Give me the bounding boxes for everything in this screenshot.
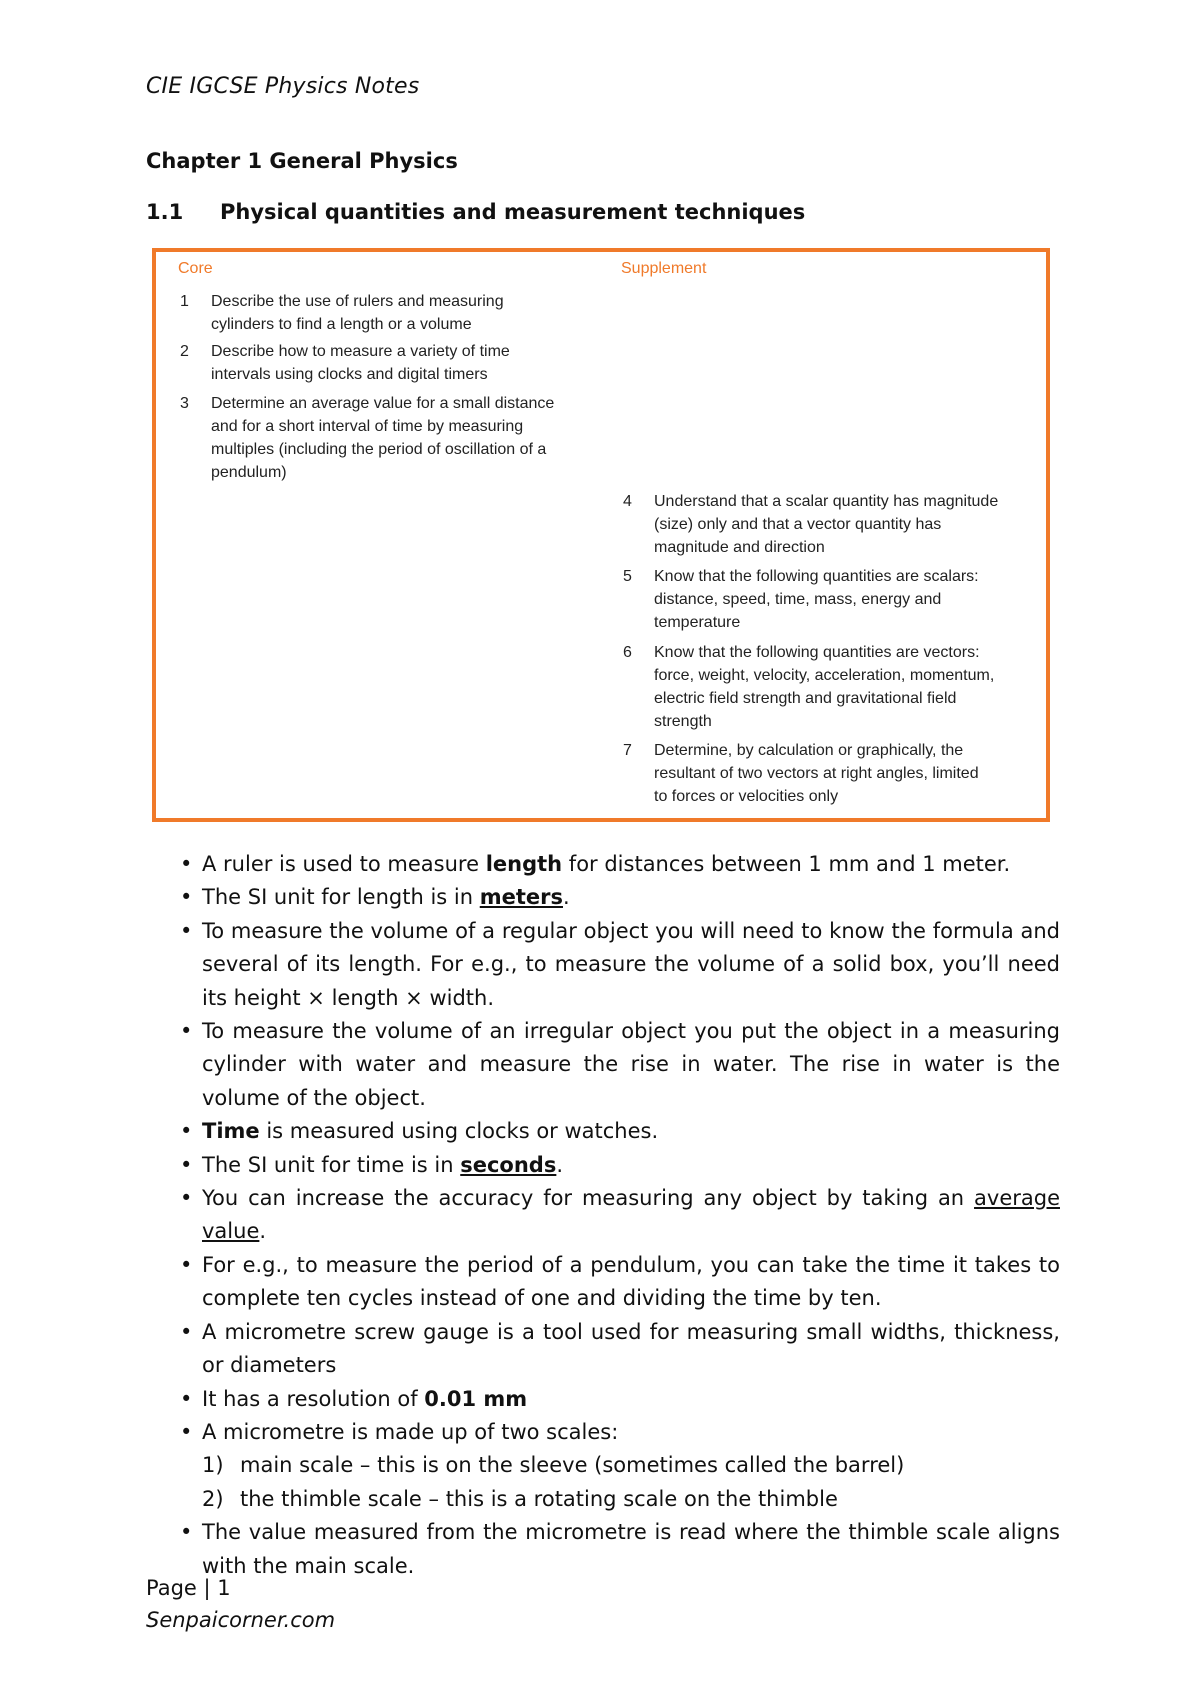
item-line: (size) only and that a vector quantity has (654, 516, 942, 533)
bullet-icon: • (180, 1319, 193, 1344)
section-number: 1.1 (146, 200, 184, 224)
chapter-title: Chapter 1 General Physics (146, 149, 458, 173)
text: For e.g., to measure the period of a pendulum, you can take the time it takes to complete ten cycles instead of one and dividing the time by ten. (202, 1252, 1060, 1311)
text: . (259, 1219, 267, 1244)
item-line: Know that the following quantities are scalars: (654, 568, 979, 585)
list-item (180, 1182, 1060, 1249)
notes-list (180, 848, 1060, 1583)
item-line: Determine an average value for a small distance (211, 395, 555, 412)
sub-list-item (180, 1449, 1060, 1482)
item-line: Know that the following quantities are vectors: (654, 644, 980, 661)
text: To measure the volume of an irregular object you put the object in a measuring cylinder with water and measure the rise in water. The rise in water is the volume of the object. (202, 1019, 1060, 1110)
item-line: Describe how to measure a variety of time (211, 343, 510, 360)
item-line: electric field strength and gravitational field (654, 690, 957, 707)
text: A micrometre is made up of two scales: (202, 1419, 619, 1444)
text: . (556, 1152, 564, 1177)
item-line: Determine, by calculation or graphically, the (654, 742, 964, 759)
item-line: Describe the use of rulers and measuring (211, 293, 504, 310)
bullet-icon: • (180, 1520, 193, 1545)
item-line: intervals using clocks and digital timers (211, 366, 488, 383)
list-item (180, 1149, 1060, 1182)
text: The SI unit for time is in (202, 1152, 461, 1177)
item-number: 7 (623, 742, 632, 759)
bold-term: Time (202, 1119, 260, 1144)
list-item (180, 915, 1060, 1015)
item-number: 6 (623, 644, 632, 661)
item-line: pendulum) (211, 464, 287, 481)
bullet-icon: • (180, 918, 193, 943)
item-number: 4 (623, 493, 632, 510)
underlined-term: average value (202, 1186, 1060, 1244)
text: A micrometre screw gauge is a tool used for measuring small widths, thickness, or diameters (202, 1319, 1060, 1378)
bullet-icon: • (180, 1119, 193, 1144)
bullet-icon: • (180, 1252, 193, 1277)
text: is measured using clocks or watches. (259, 1119, 659, 1144)
item-line: to forces or velocities only (654, 788, 839, 805)
bold-term: seconds (460, 1152, 557, 1177)
text: main scale – this is on the sleeve (sometimes called the barrel) (240, 1453, 905, 1478)
supplement-heading: Supplement (621, 260, 707, 277)
item-line: temperature (654, 614, 741, 631)
sub-item-number: 2) (202, 1486, 224, 1511)
document-header-title: CIE IGCSE Physics Notes (146, 74, 420, 99)
text: You can increase the accuracy for measuring any object by taking an (202, 1186, 975, 1211)
item-line: distance, speed, time, mass, energy and (654, 591, 942, 608)
syllabus-box (152, 248, 1050, 822)
item-line: resultant of two vectors at right angles, limited (654, 765, 979, 782)
text: the thimble scale – this is a rotating scale on the thimble (240, 1486, 838, 1511)
text: The value measured from the micrometre is read where the thimble scale aligns with the main scale. (202, 1520, 1060, 1578)
item-line: strength (654, 713, 712, 730)
item-number: 3 (180, 395, 189, 412)
item-line: cylinders to find a length or a volume (211, 316, 472, 333)
list-item (180, 1416, 1060, 1449)
list-item (180, 848, 1060, 881)
sub-item-number: 1) (202, 1453, 224, 1478)
bullet-icon: • (180, 852, 193, 876)
text: It has a resolution of (202, 1386, 425, 1411)
section-heading (146, 200, 805, 224)
item-number: 1 (180, 293, 189, 310)
list-item (180, 1249, 1060, 1316)
text: A ruler is used to measure (202, 852, 486, 876)
site-name: Senpaicorner.com (146, 1608, 336, 1632)
bullet-icon: • (180, 1019, 193, 1044)
item-number: 5 (623, 568, 632, 585)
bullet-icon: • (180, 1419, 193, 1444)
item-number: 2 (180, 343, 189, 360)
sub-list-item (180, 1483, 1060, 1516)
bullet-icon: • (180, 885, 193, 910)
text: The SI unit for length is in (202, 885, 480, 910)
bold-term: meters (479, 885, 563, 910)
item-line: Understand that a scalar quantity has magnitude (654, 493, 999, 510)
bold-term: 0.01 mm (424, 1386, 528, 1411)
bullet-icon: • (180, 1152, 193, 1177)
list-item (180, 1383, 1060, 1416)
list-item (180, 1316, 1060, 1383)
list-item (180, 1015, 1060, 1115)
list-item (180, 1516, 1060, 1583)
bullet-icon: • (180, 1386, 193, 1411)
list-item (180, 881, 1060, 914)
page-number: Page | 1 (146, 1576, 231, 1600)
item-line: magnitude and direction (654, 539, 825, 556)
list-item (180, 1115, 1060, 1148)
item-line: multiples (including the period of oscillation of a (211, 441, 547, 458)
core-heading: Core (178, 260, 213, 277)
text: To measure the volume of a regular object you will need to know the formula and several of its length. For e.g., to measure the volume of a solid box, you’ll need its height × length × width. (202, 918, 1060, 1010)
bullet-icon: • (180, 1186, 193, 1211)
item-line: and for a short interval of time by measuring (211, 418, 524, 435)
text: . (563, 885, 570, 910)
item-line: force, weight, velocity, acceleration, momentum, (654, 667, 995, 684)
bold-term: length (485, 852, 563, 876)
section-title: Physical quantities and measurement techniques (220, 200, 806, 224)
text: for distances between 1 mm and 1 meter. (562, 852, 1011, 876)
